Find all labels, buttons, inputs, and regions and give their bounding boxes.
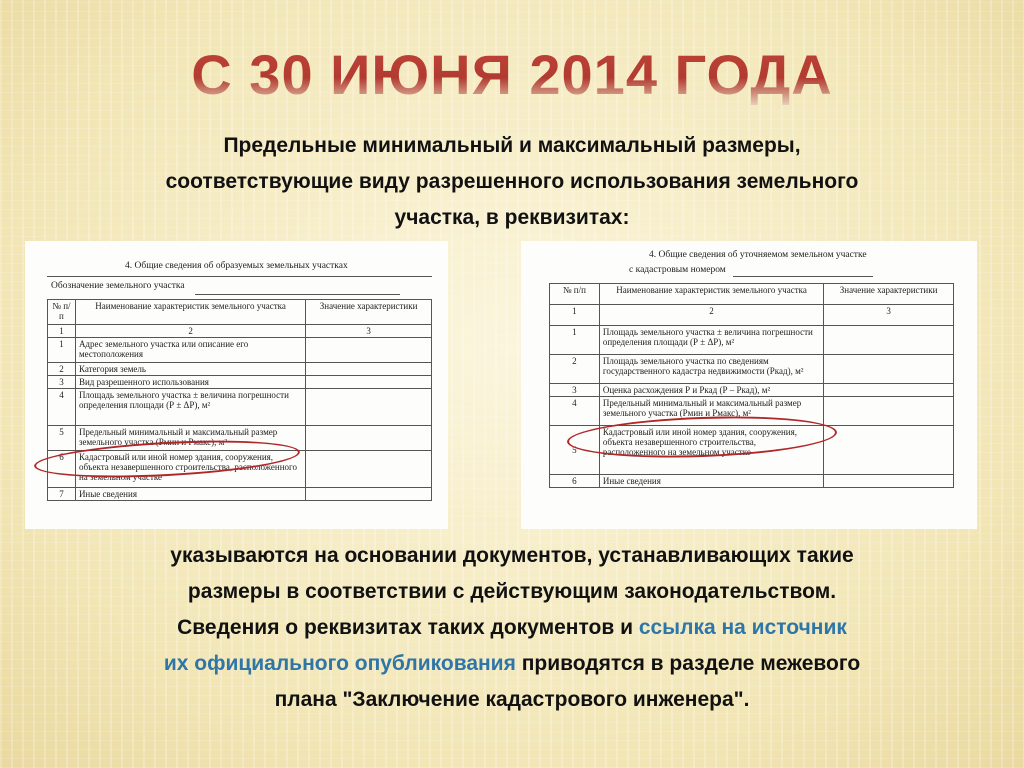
table-row [550, 475, 954, 488]
cell-number: 1 [48, 338, 76, 363]
form-heading: 4. Общие сведения об образуемых земельных участках [125, 261, 348, 271]
cell-value [824, 397, 954, 426]
form-scan-right [521, 241, 977, 529]
cell-number: 1 [550, 326, 600, 355]
body-line-3-text: Сведения о реквизитах таких документов и [177, 616, 639, 639]
cell-name: Иные сведения [75, 488, 305, 501]
lead-line-1: Предельные минимальный и максимальный размеры, [223, 134, 801, 157]
cell-name: Категория земель [75, 363, 305, 376]
table-row [48, 389, 432, 426]
characteristics-table [549, 283, 954, 488]
cell-value [306, 389, 432, 426]
column-header-value: Значение характеристики [306, 300, 432, 325]
body-line-1: указываются на основании документов, устанавливающих такие [170, 544, 854, 567]
column-header-number: № п/п [550, 284, 600, 305]
lead-text [40, 128, 984, 236]
table-row [48, 376, 432, 389]
cell-name: Кадастровый или иной номер здания, сооружения, объекта незавершенного строительства, расположенного на земельном участке [599, 426, 823, 475]
body-line-2: размеры в соответствии с действующим законодательством. [187, 580, 837, 603]
column-header-name: Наименование характеристик земельного участка [599, 284, 823, 305]
cell-name: Кадастровый или иной номер здания, сооружения, объекта незавершенного строительства, расположенного на земельном участке [75, 451, 305, 488]
cell-number: 6 [550, 475, 600, 488]
cell-name: Адрес земельного участка или описание его местоположения [75, 338, 305, 363]
cell-value [306, 376, 432, 389]
form-subheading: с кадастровым номером [629, 265, 726, 275]
body-line-4-text: приводятся в разделе межевого [515, 652, 861, 675]
cell-name: Предельный минимальный и максимальный размер земельного участка (Рмин и Рмакс), м² [599, 397, 823, 426]
divider [47, 276, 432, 277]
table-row [550, 355, 954, 384]
cell-value: 3 [824, 305, 954, 326]
source-link-continued[interactable]: их официального опубликования [163, 652, 516, 675]
cell-value [824, 326, 954, 355]
cell-name: Предельный минимальный и максимальный размер земельного участка (Рмин и Рмакс), м² [75, 426, 305, 451]
underline [195, 294, 400, 295]
cell-number: 4 [48, 389, 76, 426]
cell-number: 2 [48, 363, 76, 376]
cell-number: 5 [48, 426, 76, 451]
column-header-number: № п/п [48, 300, 76, 325]
cell-value [824, 384, 954, 397]
cell-value [824, 426, 954, 475]
cell-value [306, 426, 432, 451]
cell-number: 1 [48, 325, 76, 338]
cell-name: 2 [75, 325, 305, 338]
cell-name: Площадь земельного участка ± величина погрешности определения площади (Р ± ΔР), м² [75, 389, 305, 426]
form-heading: 4. Общие сведения об уточняемом земельном участке [649, 250, 867, 260]
table-row [550, 326, 954, 355]
body-line-5: плана "Заключение кадастрового инженера". [274, 688, 750, 711]
body-text [30, 538, 994, 718]
cell-value: 3 [306, 325, 432, 338]
cell-number: 7 [48, 488, 76, 501]
cell-name: Площадь земельного участка ± величина погрешности определения площади (Р ± ΔР), м² [599, 326, 823, 355]
table-row [550, 305, 954, 326]
cell-number: 3 [550, 384, 600, 397]
cell-name: Вид разрешенного использования [75, 376, 305, 389]
source-link[interactable]: ссылка на источник [638, 616, 847, 639]
underline [733, 276, 873, 277]
table-row [48, 488, 432, 501]
body-line-4 [30, 646, 994, 682]
cell-name: Площадь земельного участка по сведениям государственного кадастра недвижимости (Ркад), м² [599, 355, 823, 384]
cell-name: Иные сведения [599, 475, 823, 488]
cell-number: 2 [550, 355, 600, 384]
body-line-3 [30, 610, 994, 646]
slide-title: С 30 ИЮНЯ 2014 ГОДА [0, 42, 1024, 107]
cell-value [824, 475, 954, 488]
table-header-row [550, 284, 954, 305]
table-header-row [48, 300, 432, 325]
cell-value [306, 488, 432, 501]
designation-label: Обозначение земельного участка [51, 281, 185, 291]
cell-number: 6 [48, 451, 76, 488]
cell-number: 1 [550, 305, 600, 326]
cell-value [306, 338, 432, 363]
form-scan-left [25, 241, 448, 529]
table-row [48, 325, 432, 338]
lead-line-3: участка, в реквизитах: [394, 206, 630, 229]
table-row [550, 384, 954, 397]
table-row [48, 338, 432, 363]
cell-value [306, 363, 432, 376]
cell-name: Оценка расхождения Р и Ркад (Р – Ркад), м² [599, 384, 823, 397]
cell-name: 2 [599, 305, 823, 326]
column-header-value: Значение характеристики [824, 284, 954, 305]
cell-number: 3 [48, 376, 76, 389]
cell-value [824, 355, 954, 384]
lead-line-2: соответствующие виду разрешенного использования земельного [165, 170, 859, 193]
cell-number: 4 [550, 397, 600, 426]
column-header-name: Наименование характеристик земельного участка [75, 300, 305, 325]
table-row [48, 363, 432, 376]
cell-number: 5 [550, 426, 600, 475]
cell-value [306, 451, 432, 488]
